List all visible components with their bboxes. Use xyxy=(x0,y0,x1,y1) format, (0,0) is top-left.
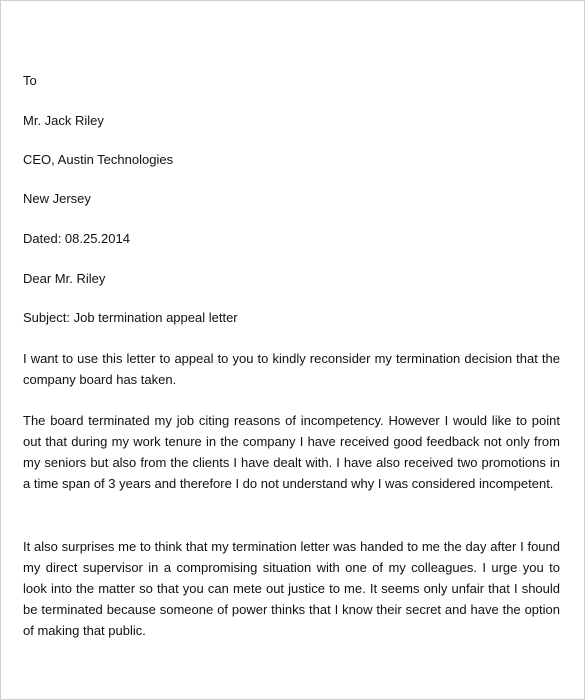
salutation: Dear Mr. Riley xyxy=(23,271,106,286)
recipient-location: New Jersey xyxy=(23,191,91,206)
letter-date: Dated: 08.25.2014 xyxy=(23,231,130,246)
to-line: To xyxy=(23,73,37,88)
recipient-name: Mr. Jack Riley xyxy=(23,113,104,128)
paragraph-appeal: I want to use this letter to appeal to you to kindly reconsider my termination decision that the company board has taken. xyxy=(23,351,560,387)
paragraph-background: The board terminated my job citing reasons of incompetency. However I would like to point out that during my work tenure in the company I have received good feedback not only from my seniors but also from the clients I have dealt with. I have also received two promotions in a time span of 3 years and therefore I do not understand why I was considered incompetent. xyxy=(23,413,560,491)
recipient-title: CEO, Austin Technologies xyxy=(23,152,174,167)
paragraph-circumstances: It also surprises me to think that my termination letter was handed to me the day after I found my direct supervisor in a compromising situation with one of my colleagues. I urge you to look into the matter so that you can mete out justice to me. It seems only unfair that I should be terminated because someone of power thinks that I know their secret and have the option of making that public. xyxy=(23,539,560,638)
subject-line: Subject: Job termination appeal letter xyxy=(23,310,238,325)
